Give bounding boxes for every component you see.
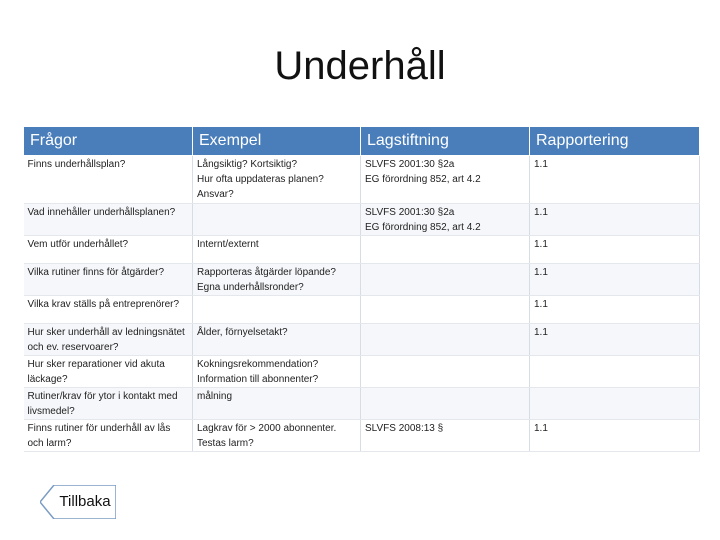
cell-question: Vilka krav ställs på entreprenörer? bbox=[24, 296, 193, 324]
cell-reporting: 1.1 bbox=[530, 420, 700, 452]
cell-question: Vilka rutiner finns för åtgärder? bbox=[24, 264, 193, 296]
column-header-rapportering: Rapportering bbox=[530, 127, 700, 156]
cell-example: Långsiktig? Kortsiktig? Hur ofta uppdateras planen? Ansvar? bbox=[193, 156, 361, 204]
table-row bbox=[24, 264, 700, 296]
cell-example: Internt/externt bbox=[193, 236, 361, 264]
table-row bbox=[24, 204, 700, 236]
column-header-fragor: Frågor bbox=[24, 127, 193, 156]
column-header-lagstiftning: Lagstiftning bbox=[361, 127, 530, 156]
cell-example: Rapporteras åtgärder löpande? Egna underhållsronder? bbox=[193, 264, 361, 296]
table-header-row bbox=[24, 127, 700, 156]
table-row bbox=[24, 420, 700, 452]
cell-example: Ålder, förnyelsetakt? bbox=[193, 324, 361, 356]
cell-question: Hur sker underhåll av ledningsnätet och ev. reservoarer? bbox=[24, 324, 193, 356]
table-row bbox=[24, 324, 700, 356]
cell-question: Hur sker reparationer vid akuta läckage? bbox=[24, 356, 193, 388]
cell-example bbox=[193, 204, 361, 236]
cell-reporting: 1.1 bbox=[530, 296, 700, 324]
cell-reporting: 1.1 bbox=[530, 236, 700, 264]
cell-example: Lagkrav för > 2000 abonnenter. Testas larm? bbox=[193, 420, 361, 452]
cell-legislation bbox=[361, 264, 530, 296]
cell-legislation: SLVFS 2001:30 §2a EG förordning 852, art 4.2 bbox=[361, 204, 530, 236]
cell-example: målning bbox=[193, 388, 361, 420]
cell-question: Finns rutiner för underhåll av lås och larm? bbox=[24, 420, 193, 452]
cell-example bbox=[193, 296, 361, 324]
cell-reporting: 1.1 bbox=[530, 264, 700, 296]
maintenance-table bbox=[23, 126, 700, 452]
cell-legislation: SLVFS 2001:30 §2a EG förordning 852, art 4.2 bbox=[361, 156, 530, 204]
back-button[interactable] bbox=[40, 488, 116, 516]
table-row bbox=[24, 388, 700, 420]
cell-question: Finns underhållsplan? bbox=[24, 156, 193, 204]
back-button-label: Tillbaka bbox=[59, 493, 111, 510]
cell-reporting bbox=[530, 356, 700, 388]
column-header-exempel: Exempel bbox=[193, 127, 361, 156]
cell-legislation bbox=[361, 388, 530, 420]
cell-question: Vad innehåller underhållsplanen? bbox=[24, 204, 193, 236]
table-row bbox=[24, 236, 700, 264]
cell-reporting: 1.1 bbox=[530, 324, 700, 356]
cell-question: Vem utför underhållet? bbox=[24, 236, 193, 264]
cell-reporting: 1.1 bbox=[530, 204, 700, 236]
cell-example: Kokningsrekommendation? Information till abonnenter? bbox=[193, 356, 361, 388]
cell-reporting bbox=[530, 388, 700, 420]
cell-question: Rutiner/krav för ytor i kontakt med livsmedel? bbox=[24, 388, 193, 420]
cell-legislation bbox=[361, 356, 530, 388]
cell-reporting: 1.1 bbox=[530, 156, 700, 204]
table-row bbox=[24, 296, 700, 324]
table-row bbox=[24, 156, 700, 204]
page-title: Underhåll bbox=[274, 44, 446, 88]
cell-legislation bbox=[361, 324, 530, 356]
table-row bbox=[24, 356, 700, 388]
cell-legislation: SLVFS 2008:13 § bbox=[361, 420, 530, 452]
cell-legislation bbox=[361, 296, 530, 324]
cell-legislation bbox=[361, 236, 530, 264]
